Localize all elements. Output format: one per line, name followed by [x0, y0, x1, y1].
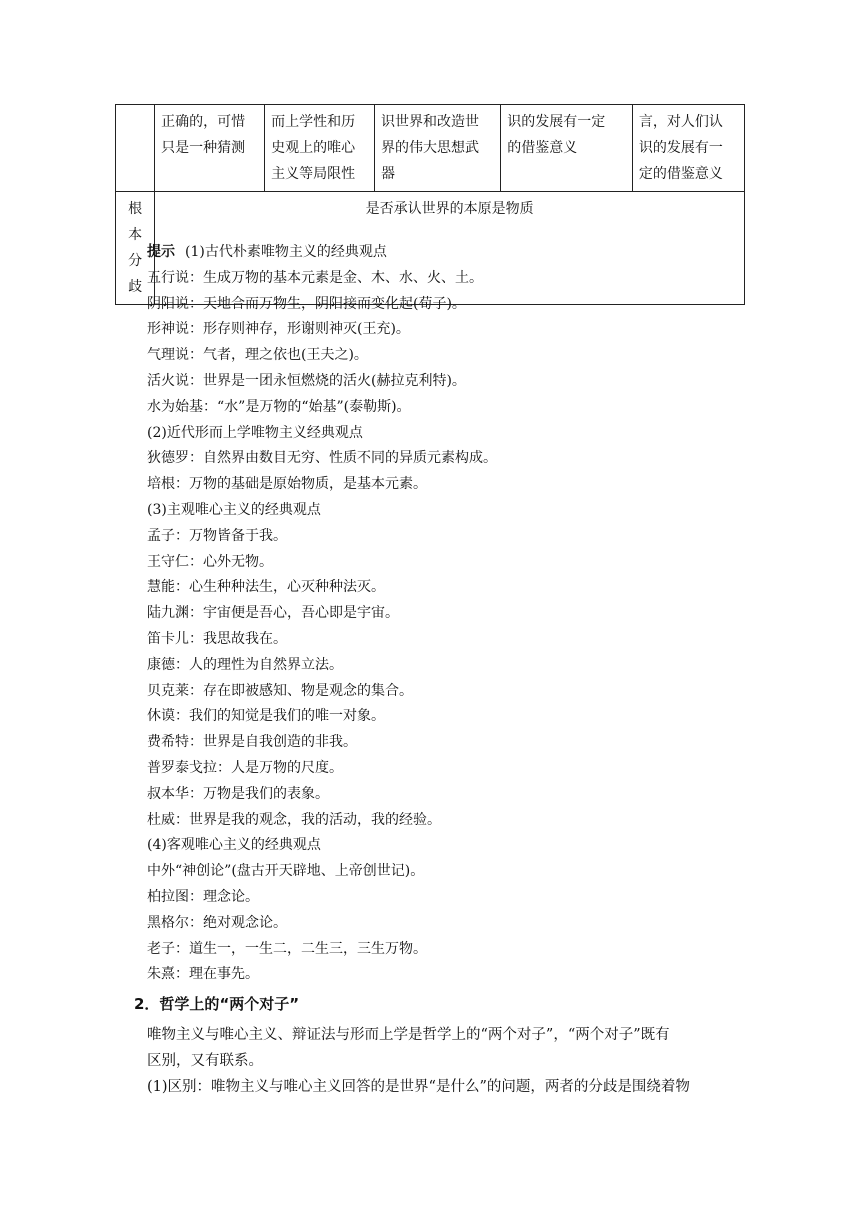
hint-line: 贝克莱：存在即被感知、物是观念的集合。 [147, 682, 413, 699]
hint-line: 中外“神创论”(盘古开天辟地、上帝创世记)。 [147, 863, 425, 880]
merged-cell: 是否承认世界的本原是物质 [155, 192, 745, 305]
hint-line: 王守仁：心外无物。 [147, 553, 273, 570]
hint-line: 休谟：我们的知觉是我们的唯一对象。 [147, 708, 385, 725]
paragraph-line: 区别，又有联系。 [147, 1053, 263, 1069]
hint-line: 朱熹：理在事先。 [147, 966, 259, 983]
hint-line: 老子：道生一，一生二，二生三，三生万物。 [147, 940, 427, 957]
hint-line: 狄德罗：自然界由数目无穷、性质不同的异质元素构成。 [147, 450, 497, 467]
hint-line: 陆九渊：宇宙便是吾心，吾心即是宇宙。 [147, 605, 399, 622]
row-label-empty [116, 105, 155, 192]
hint-line: 黑格尔：绝对观念论。 [147, 914, 287, 931]
hint-line: 形神说：形存则神存，形谢则神灭(王充)。 [147, 321, 410, 338]
hint-line: 杜威：世界是我的观念，我的活动，我的经验。 [147, 811, 441, 828]
paragraph-line: 唯物主义与唯心主义、辩证法与形而上学是哲学上的“两个对子”，“两个对子”既有 [147, 1027, 670, 1043]
hint-line: 笛卡儿：我思故我在。 [147, 630, 287, 647]
table-cell [501, 105, 633, 192]
cell-line: 而上学性和历 [271, 114, 356, 130]
table-row [116, 105, 745, 192]
hint-first-line [147, 240, 747, 266]
row-label-line: 根本 [128, 201, 143, 243]
hint-line: 活火说：世界是一团永恒燃烧的活火(赫拉克利特)。 [147, 372, 466, 389]
hint-line: 孟子：万物皆备于我。 [147, 527, 287, 544]
paragraph-difference: (1)区别：唯物主义与唯心主义回答的是世界“是什么”的问题，两者的分歧是围绕着物 [147, 1079, 690, 1095]
paragraph-intro [147, 1022, 743, 1074]
cell-line: 主义等局限性 [271, 166, 356, 182]
hint-line: 普罗泰戈拉：人是万物的尺度。 [147, 759, 343, 776]
table-cell [374, 105, 500, 192]
cell-line: 言，对人们认 [638, 114, 723, 130]
cell-line: 器 [380, 166, 395, 182]
hint-line: 培根：万物的基础是原始物质，是基本元素。 [147, 476, 427, 493]
section-heading: 2．哲学上的“两个对子” [134, 995, 300, 1013]
hint-line: 费希特：世界是自我创造的非我。 [147, 734, 357, 751]
table-cell [155, 105, 265, 192]
hint-line: (1)古代朴素唯物主义的经典观点 [185, 244, 387, 260]
hint-line: 阴阳说：天地合而万物生，阴阳接而变化起(荀子)。 [147, 295, 466, 312]
row-label-line: 分歧 [128, 253, 143, 295]
hint-line: (4)客观唯心主义的经典观点 [147, 837, 321, 854]
cell-line: 识的发展有一 [638, 140, 723, 156]
cell-line: 识的发展有一定 [507, 114, 606, 130]
table-cell [632, 105, 744, 192]
hint-line: 柏拉图：理念论。 [147, 888, 259, 905]
hint-line: 气理说：气者，理之依也(王夫之)。 [147, 347, 368, 364]
cell-line: 的借鉴意义 [507, 140, 578, 156]
hint-line: 五行说：生成万物的基本元素是金、木、水、火、土。 [147, 269, 483, 286]
table-cell [265, 105, 375, 192]
cell-line: 界的伟大思想武 [380, 140, 479, 156]
cell-line: 定的借鉴意义 [638, 166, 723, 182]
hint-line: 叔本华：万物是我们的表象。 [147, 785, 329, 802]
cell-line: 识世界和改造世 [380, 114, 479, 130]
hint-line: 水为始基：“水”是万物的“始基”(泰勒斯)。 [147, 398, 411, 415]
hint-line: (3)主观唯心主义的经典观点 [147, 501, 321, 518]
cell-line: 正确的，可惜 [161, 114, 246, 130]
hint-block [147, 240, 747, 988]
hint-line: (2)近代形而上学唯物主义经典观点 [147, 424, 363, 441]
hint-line: 康德：人的理性为自然界立法。 [147, 656, 343, 673]
hint-line: 慧能：心生种种法生，心灭种种法灭。 [147, 579, 385, 596]
hint-label: 提示 [147, 244, 175, 260]
cell-line: 只是一种猜测 [161, 140, 246, 156]
cell-line: 史观上的唯心 [271, 140, 356, 156]
